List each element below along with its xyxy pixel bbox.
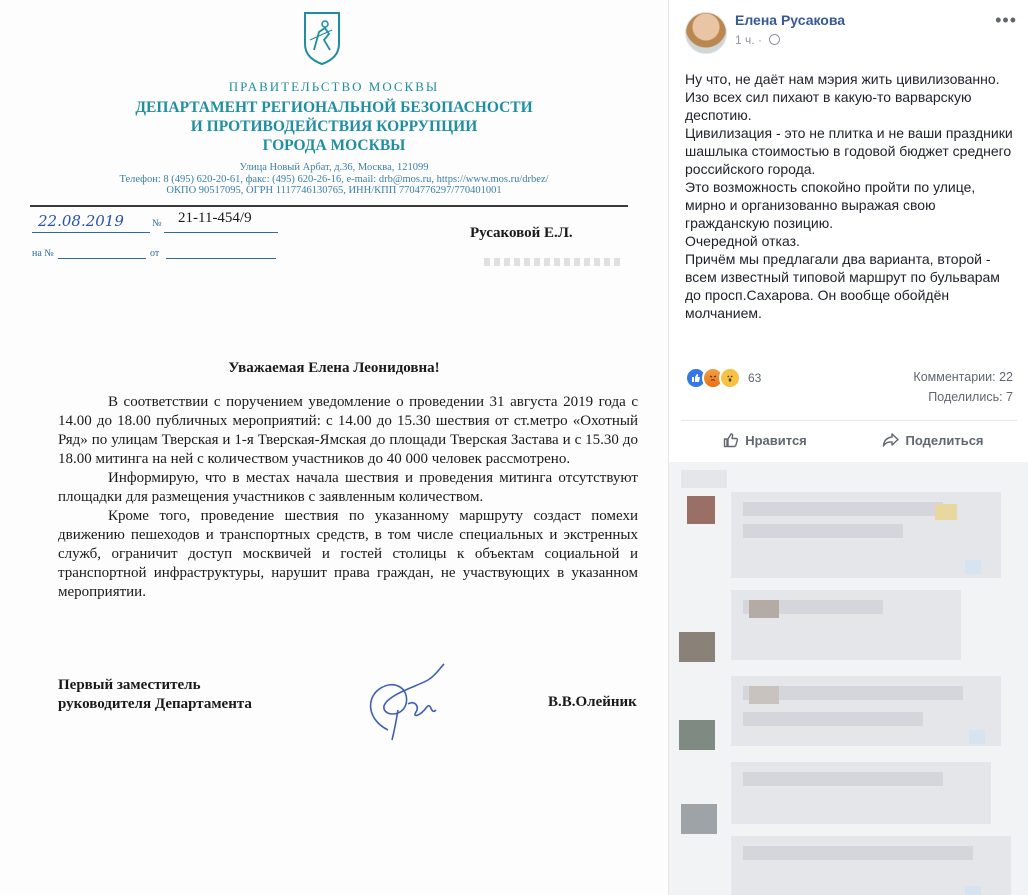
number-label: № bbox=[152, 218, 162, 229]
globe-icon[interactable] bbox=[769, 34, 780, 45]
shares-count-link[interactable]: Поделились: 7 bbox=[928, 390, 1013, 404]
letter-paragraph: В соответствии с поручением уведомление о проведении 31 августа 2019 года с 14.00 до 18.00 публичных мероприятий: с 14.00 до 15.30 шествия от ст.метро «Охотный Ряд» по улицам Тверская и 1-я Тверская-Ямская до площади Тверская Застава и с 15.30 до 18.00 митинга на ней с количеством участников до 40 000 человек рассмотрено. bbox=[58, 394, 638, 467]
thumbs-up-icon bbox=[723, 432, 739, 448]
faint-stamp bbox=[484, 258, 624, 266]
reference-number-line bbox=[58, 258, 146, 259]
signer-name: В.В.Олейник bbox=[548, 694, 637, 710]
comments-section bbox=[669, 462, 1028, 895]
avatar[interactable] bbox=[685, 12, 727, 54]
share-button[interactable] bbox=[849, 421, 1017, 459]
like-button[interactable] bbox=[681, 421, 849, 459]
share-label: Поделиться bbox=[905, 432, 984, 448]
recipient: Русаковой Е.Л. bbox=[470, 225, 573, 241]
reactions-summary[interactable] bbox=[685, 367, 761, 389]
comments-count-link[interactable]: Комментарии: 22 bbox=[913, 370, 1013, 384]
letter-paragraph: Кроме того, проведение шествия по указанному маршруту создаст помехи движению пешеходов и транспортных средств, в том числе специальных и экстренных служб, ограничит доступ москвичей и гостей столицы к объектам социальной и транспортной инфраструктуры, нарушит права граждан, не участвующих в указанном мероприятии. bbox=[58, 508, 638, 600]
reference-date-line bbox=[166, 258, 276, 259]
post-actions-bar bbox=[681, 420, 1017, 459]
post-text bbox=[685, 70, 1015, 322]
letter-paragraph: Информирую, что в местах начала шествия и проведения митинга отсутствуют площадки для размещения участников с заявленным количеством. bbox=[58, 470, 638, 505]
number-underline bbox=[164, 232, 278, 233]
date-underline bbox=[32, 232, 150, 233]
like-label: Нравится bbox=[745, 432, 807, 448]
handwritten-date: 22.08.2019 bbox=[38, 212, 124, 230]
obscured-comments bbox=[669, 462, 1028, 895]
more-options-button[interactable]: ••• bbox=[995, 10, 1017, 30]
org-department: ДЕПАРТАМЕНТ РЕГИОНАЛЬНОЙ БЕЗОПАСНОСТИ И ПРОТИВОДЕЙСТВИЯ КОРРУПЦИИ ГОРОДА МОСКВЫ bbox=[135, 99, 533, 154]
registration-number: 21-11-454/9 bbox=[178, 210, 252, 226]
salutation: Уважаемая Елена Леонидовна! bbox=[228, 360, 440, 376]
signatory-title: Первый заместитель руководителя Департамента bbox=[58, 677, 252, 712]
reference-date-label: от bbox=[150, 248, 160, 259]
post-paragraph: Очередной отказ. bbox=[685, 233, 800, 249]
post-meta bbox=[735, 33, 780, 47]
reactions-count: 63 bbox=[748, 371, 762, 385]
handwritten-signature bbox=[348, 660, 458, 742]
share-arrow-icon bbox=[882, 432, 899, 448]
reference-number-label: на № bbox=[32, 248, 54, 259]
org-contacts: Улица Новый Арбат, д.36, Москва, 121099 Телефон: 8 (495) 620-20-61, факс: (495) 620-26-16, e-mail: drb@mos.ru, https://www.mos.ru/drbez/ ОКПО 90517095, ОГРН 1117746130765, ИНН/КПП 7704776297/770401001 bbox=[119, 162, 549, 196]
moscow-coat-of-arms-icon bbox=[302, 10, 342, 66]
org-government: ПРАВИТЕЛЬСТВО МОСКВЫ bbox=[228, 79, 440, 94]
letter-body bbox=[58, 393, 638, 602]
post-paragraph: Ну что, не даёт нам мэрия жить цивилизованно. Изо всех сил пихают в какую-то варварскую деспотию. bbox=[685, 71, 1000, 123]
facebook-post bbox=[668, 0, 1028, 895]
meta-separator: · bbox=[757, 33, 762, 47]
post-author-link[interactable]: Елена Русакова bbox=[735, 12, 846, 28]
post-time-link[interactable]: 1 ч. bbox=[735, 33, 755, 47]
post-paragraph: Цивилизация - это не плитка и не ваши праздники шашлыка стоимостью в годовой бюджет среднего российского города. bbox=[685, 125, 1013, 177]
post-paragraph: Это возможность спокойно пройти по улице, мирно и организованно выражая свою гражданскую позицию. bbox=[685, 179, 976, 231]
header-rule bbox=[30, 205, 628, 207]
wow-reaction-icon bbox=[719, 367, 741, 389]
post-paragraph: Причём мы предлагали два варианта, второй - всем известный типовой маршрут по бульварам до просп.Сахарова. Он вообще обойдён молчанием. bbox=[685, 251, 1000, 321]
